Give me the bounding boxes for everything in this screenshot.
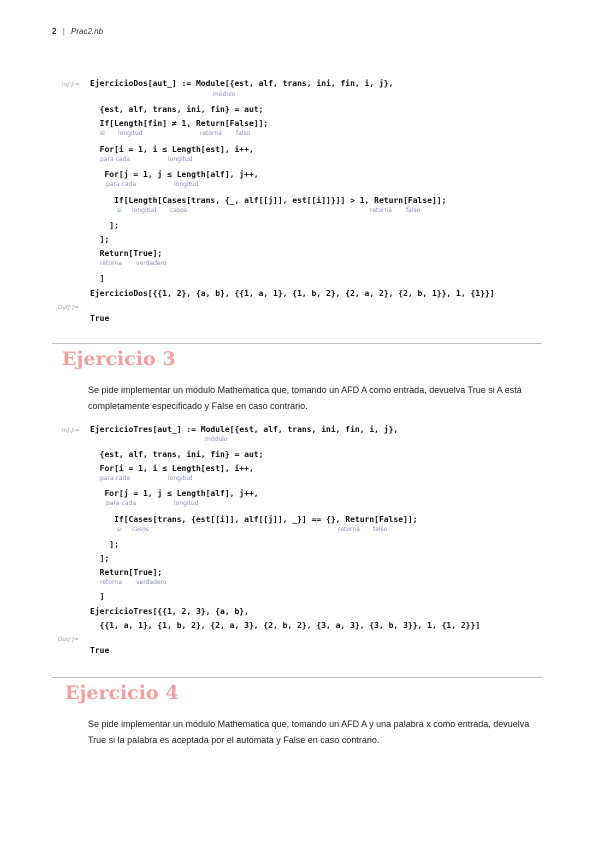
annotation-retorna: retorna bbox=[100, 260, 122, 267]
annotation-longitud: longitud bbox=[132, 207, 157, 214]
code-line[interactable]: {est, alf, trans, ini, fin} = aut; bbox=[90, 105, 264, 114]
section-divider bbox=[52, 343, 542, 344]
annotation-longitud: longitud bbox=[118, 130, 143, 137]
code-line[interactable]: If[Cases[trans, {est[[i]], alf[[j]], _}] == {}, Return[False]]; bbox=[90, 515, 418, 524]
annotation-longitud: longitud bbox=[168, 156, 193, 163]
page-number: 2 bbox=[52, 27, 57, 36]
annotation-si: si bbox=[117, 207, 122, 214]
annotation-longitud: longitud bbox=[174, 500, 199, 507]
annotation-longitud: longitud bbox=[174, 181, 199, 188]
code-line[interactable]: EjercicioDos[{{1, 2}, {a, b}, {{1, a, 1}, {1, b, 2}, {2, a, 2}, {2, b, 1}}, 1, {1}}] bbox=[90, 289, 495, 298]
annotation-modulo: módulo bbox=[213, 91, 236, 98]
code-line[interactable]: For[i = 1, i ≤ Length[est], i++, bbox=[90, 145, 254, 154]
annotation-si: si bbox=[100, 130, 105, 137]
header-separator: | bbox=[62, 27, 65, 36]
code-line[interactable]: ]; bbox=[90, 540, 119, 549]
annotation-retorna: retorna bbox=[200, 130, 222, 137]
notebook-filename: Prac2.nb bbox=[71, 27, 104, 36]
output-value: True bbox=[90, 646, 110, 655]
code-line[interactable]: EjercicioDos[aut_] := Module[{est, alf, trans, ini, fin, i, j}, bbox=[90, 79, 394, 88]
code-line[interactable]: Return[True]; bbox=[90, 249, 163, 258]
code-line[interactable]: {{1, a, 1}, {1, b, 2}, {2, a, 3}, {2, b, 2}, {3, a, 3}, {3, b, 3}}, 1, {1, 2}}] bbox=[90, 621, 481, 630]
output-label: Out[ ]= bbox=[58, 637, 79, 643]
output-value: True bbox=[90, 314, 110, 323]
input-label: In[ ]:= bbox=[62, 82, 80, 88]
code-line[interactable]: Return[True]; bbox=[90, 568, 163, 577]
annotation-verdadero: verdadero bbox=[136, 260, 167, 267]
annotation-para-cada: para cada bbox=[106, 500, 136, 507]
annotation-casos: casos bbox=[170, 207, 187, 214]
annotation-falso: falso bbox=[406, 207, 421, 214]
code-line[interactable]: EjercicioTres[aut_] := Module[{est, alf, trans, ini, fin, i, j}, bbox=[90, 425, 399, 434]
section-description: Se pide implementar un módulo Mathematica que, tomando un AFD A y una palabra x como entrada, devuelva True si la palabra es aceptada por el autómata y False en caso contrario. bbox=[88, 719, 530, 745]
annotation-para-cada: para cada bbox=[106, 181, 136, 188]
annotation-retorna: retorna bbox=[370, 207, 392, 214]
annotation-longitud: longitud bbox=[168, 475, 193, 482]
annotation-retorna: retorna bbox=[100, 579, 122, 586]
section-description: Se pide implementar un módulo Mathematica que, tomando un AFD A como entrada, devuelva True si A está completamente especificado y False en caso contrario. bbox=[88, 385, 522, 411]
annotation-para-cada: para cada bbox=[100, 156, 130, 163]
code-line[interactable]: EjercicioTres[{{1, 2, 3}, {a, b}, bbox=[90, 607, 249, 616]
code-line[interactable]: For[j = 1, j ≤ Length[alf], j++, bbox=[90, 170, 259, 179]
code-line[interactable]: ]; bbox=[90, 235, 110, 244]
annotation-para-cada: para cada bbox=[100, 475, 130, 482]
code-line[interactable]: If[Length[fin] ≠ 1, Return[False]]; bbox=[90, 119, 269, 128]
section-title: Ejercicio 4 bbox=[65, 682, 179, 704]
page-header bbox=[52, 27, 103, 36]
annotation-si: si bbox=[117, 526, 122, 533]
code-line[interactable]: ]; bbox=[90, 221, 119, 230]
annotation-verdadero: verdadero bbox=[136, 579, 167, 586]
section-divider bbox=[52, 677, 542, 678]
code-line[interactable]: ] bbox=[90, 274, 105, 283]
code-line[interactable]: ]; bbox=[90, 554, 110, 563]
annotation-falso: falso bbox=[373, 526, 388, 533]
annotation-modulo: módulo bbox=[205, 436, 228, 443]
section-title: Ejercicio 3 bbox=[62, 348, 176, 370]
code-line[interactable]: If[Length[Cases[trans, {_, alf[[j]], est[[i]]}]] > 1, Return[False]]; bbox=[90, 196, 447, 205]
code-line[interactable]: ] bbox=[90, 592, 105, 601]
annotation-casos: casos bbox=[132, 526, 149, 533]
annotation-falso: falso bbox=[236, 130, 251, 137]
output-label: Out[ ]= bbox=[58, 305, 79, 311]
annotation-retorna: retorna bbox=[338, 526, 360, 533]
input-label: In[ ]:= bbox=[62, 428, 80, 434]
code-line[interactable]: For[i = 1, i ≤ Length[est], i++, bbox=[90, 464, 254, 473]
code-line[interactable]: For[j = 1, j ≤ Length[alf], j++, bbox=[90, 489, 259, 498]
code-line[interactable]: {est, alf, trans, ini, fin} = aut; bbox=[90, 450, 264, 459]
